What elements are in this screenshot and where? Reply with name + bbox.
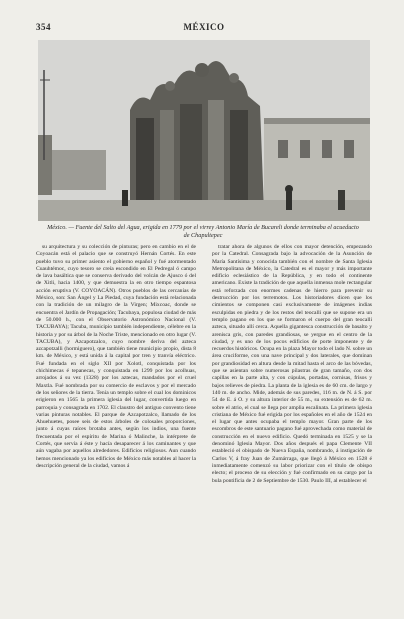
text-column-left [36, 244, 196, 600]
page-header [36, 22, 372, 34]
page-number: 354 [36, 22, 51, 32]
text-column-right [212, 244, 372, 600]
running-title: MÉXICO [183, 22, 225, 32]
figure-caption: México. — Fuente del Salto del Agua, erigida en 1779 por el virrey Antonio María de Bucareli donde terminaba el acueducto de Chapultepec [47, 224, 359, 239]
left-column-text: su arquitectura y su colección de pinturas; pero en cambio en el de Coyoacán está el palacio que se construyó Hernán Cortés. En este pueblo tuvo su primer asiento el gobierno español y fué atormentado Cuauhtémoc, cuyo tesoro se creía escondido en El Pedregal ó campo de lava basáltica que se conserva derivado del volcán de Ajusco ó del de Xitli, hacia 1400, y que demuestra la en otro tiempo espantosa acción eruptiva (V. COYOACÁN). Otros pueblos de las cercanías de México, son: San Ángel y La Piedad, cuya fundación está relacionada con la tradición de un milagro de la Virgen; Mixcoac, donde se encuentra el Jardín de Propagación; Tacubaya, populosa ciudad de más de 50.000 h., con el Observatorio Astronómico Nacional (V. TACUBAYA); Tacuba, municipio también independiente, célebre en la historia y por su árbol de la Noche Triste, mencionado en otro lugar (V. TACUBA), y Azcapotzalco, cuyo nombre deriva del azteca azcapotzalli (hormiguero), que también tiene municipio propio, dista 8 km. de México, y está unida á la capital por tren y tranvía eléctrico. Fué fundada en el siglo XII por Xolotl, conquistada por los chichimecas é tepanecas, y conquistada en 1299 por los acolhuas, arrojados á su vez (1328) por los aztecas, mandados por el cruel Maxtla. Fué nombrada por su comercio de esclavos y por el mercado de los señores de la tierra. Tenía un templo sobre el cual los dominicos erigieron en 1565 la primera iglesia del lugar, convertida luego en parroquia y consagrada en 1702. El claustro del antiguo convento tiene varias pinturas notables. El parque de Azcapotzalco, llamado de los Ahuehuetes, posee seis de estos árboles de colosales proporciones, junto á cuyas raíces brotaba antes, según los indios, una fuente frecuentada por el espíritu de Marina ó Malinche, la intérprete de Cortés, que servía á éste y hacía desaparecer á los caminantes y que aún vagaba por aquellos alrededores. Edificios religiosos. Aun cuando hemos mencionado ya los edificios de México más notables al hacer la descripción general de la ciudad, vamos á [36, 244, 196, 469]
right-column-text: tratar ahora de algunos de ellos con mayor detención, empezando por la Catedral. Consagrada bajo la advocación de la Asunción de María Santísima y conocida también con el nombre de Santa Iglesia Metropolitana de México, la Catedral es el mayor y más importante edificio eclesiástico de la República, y en todo el continente americano. Existe la tradición de que aquella inmensa mole rectangular está reforzada con enormes cadenas de hierro para prevenir su destrucción por los terremotos. Los historiadores dicen que los cimientos se componen casi exclusivamente de imágenes indias esculpidas en piedra y de los restos del teocalli que se supone era un templo pagano en los que se formaron el cuerpo del gran teocalli azteca, situado allí cerca. Aquella gigantesca construcción de basalto y arenisca gris, con paredes grandiosas, se yergue en el centro de la ciudad, y es uno de los pocos edificios de porte imponente y de recuerdos históricos. Ocupa en la plaza Mayor todo el lado N. sobre un área cruciforme, con una nave principal y dos laterales, que dominan por grandiosidad en altura desde la mitad hasta el arco de las bóvedas, que se asientan sobre numerosas pilastras de gran tamaño, con dos capillas en la parte alta, y con cúpulas, portadas, cornisas, frisos y bajos relieves de piedra. La planta de la iglesia es de 60 cm. de largo y 140 m. de ancho. Mide, además de sus paredes, 116 m. de N. á S. por 54 de E. á O. y su altura interior de 55 m., su extensión es de 62 m. sobre el atrio, el cual se llega por amplia escalinata. La primera iglesia cristiana de México fué erigida por los españoles en el año de 1524 en el lugar que antes ocupaba el templo mayor. Gran parte de los escombros de este santuario pagano fué aprovechada como material de construcción en el nuevo edificio. Quedó terminada en 1525 y se la denominó Iglesia Mayor. Dos años después el papa Clemente VII estableció el obispado de Nueva España, nombrando, á instigación de Carlos V, á fray Juan de Zumárraga, que llegó á México en 1528 é inmediatamente comenzó su labor priorizar con el título de obispo electo; el proceso de su elección y fué confirmado en su cargo por la bula pontificia de 2 de Septiembre de 1530. Paulo III, al establecer el [212, 244, 372, 484]
body-text [36, 244, 374, 600]
photo-illustration [38, 40, 370, 221]
fountain-photograph [38, 40, 370, 221]
